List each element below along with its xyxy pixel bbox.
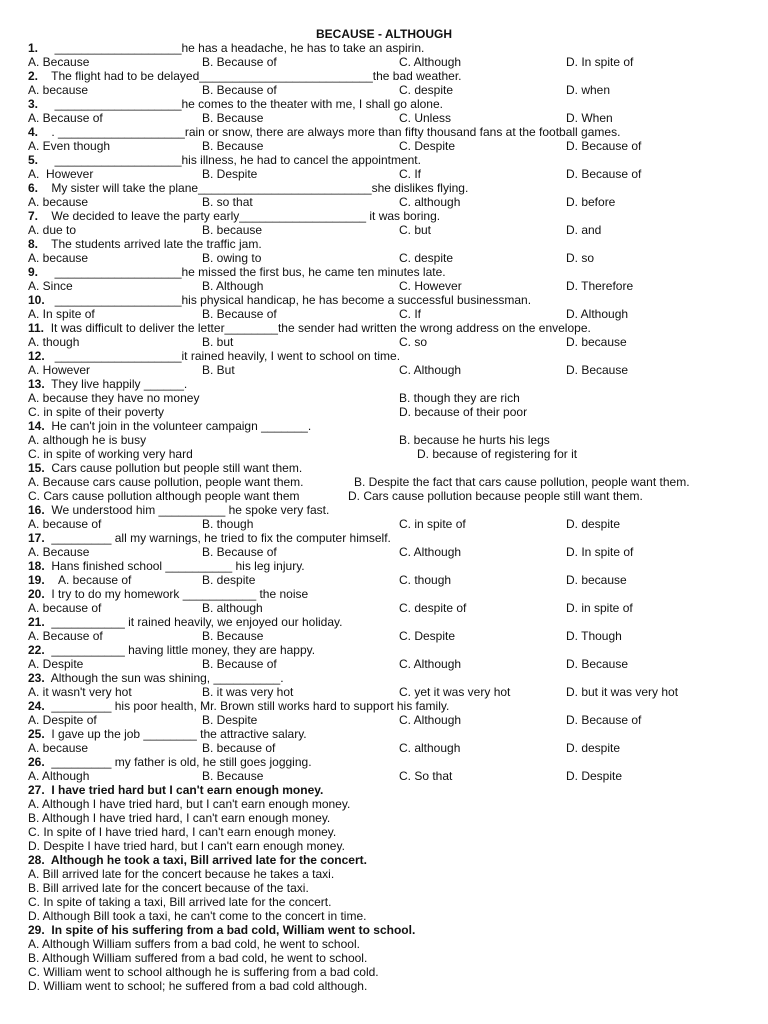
answer-option[interactable]: C. although xyxy=(399,741,461,755)
answer-options-row xyxy=(28,629,768,643)
answer-option[interactable]: D. Cars cause pollution because people still want them. xyxy=(348,489,643,503)
question-number: 10. xyxy=(28,293,45,307)
answer-option[interactable]: A. Although xyxy=(28,769,90,783)
question-15 xyxy=(28,461,768,503)
question-line xyxy=(28,349,768,363)
answer-option[interactable]: C. In spite of taking a taxi, Bill arrived late for the concert. xyxy=(28,895,332,909)
question-number: 28. xyxy=(28,853,45,867)
question-number: 5. xyxy=(28,153,39,167)
answer-option[interactable]: A. Because xyxy=(28,55,90,69)
question-text: It was difficult to deliver the letter________the sender had written the wrong address on the envelope. xyxy=(44,321,591,335)
answer-options-row xyxy=(28,335,768,349)
answer-option[interactable]: D. Though xyxy=(566,629,622,643)
page-title: BECAUSE - ALTHOUGH xyxy=(316,27,452,41)
answer-option[interactable]: C. but xyxy=(399,223,432,237)
question-line xyxy=(28,531,768,545)
answer-option[interactable]: A. although he is busy xyxy=(28,433,147,447)
question-number: 9. xyxy=(28,265,39,279)
answer-options-row xyxy=(28,741,768,755)
question-text: I have tried hard but I can't earn enough money. xyxy=(44,783,324,797)
answer-option[interactable]: C. Despite xyxy=(399,139,456,153)
answer-options-row xyxy=(28,83,768,97)
answer-option[interactable]: B. Because of xyxy=(202,307,277,321)
question-number: 17. xyxy=(28,531,45,545)
answer-option[interactable]: D. because of their poor xyxy=(399,405,528,419)
answer-option[interactable]: A. because of xyxy=(28,517,102,531)
answer-option[interactable]: D. despite xyxy=(566,517,621,531)
question-number: 23. xyxy=(28,671,45,685)
answer-option[interactable]: B. Because xyxy=(202,629,264,643)
answer-option[interactable]: A. Despite xyxy=(28,657,84,671)
answer-option[interactable]: D. Because xyxy=(566,657,629,671)
answer-options-row xyxy=(28,657,768,671)
question-text: _________ his poor health, Mr. Brown still works hard to support his family. xyxy=(44,699,450,713)
answer-option[interactable]: D. Despite I have tried hard, but I can't earn enough money. xyxy=(28,839,345,853)
question-text: ___________________his physical handicap, he has become a successful businessman. xyxy=(44,293,532,307)
answer-option[interactable]: A. because xyxy=(28,83,89,97)
question-number: 19. xyxy=(28,573,45,587)
question-number: 15. xyxy=(28,461,45,475)
answer-options-row xyxy=(28,545,768,559)
question-number: 21. xyxy=(28,615,45,629)
answer-option[interactable]: B. Although xyxy=(202,279,264,293)
questions-27-29 xyxy=(28,783,768,993)
question-text: We decided to leave the party early___________________ it was boring. xyxy=(38,209,441,223)
answer-option[interactable]: C. So that xyxy=(399,769,453,783)
answer-options-row xyxy=(28,139,768,153)
answer-option[interactable]: C. yet it was very hot xyxy=(399,685,511,699)
answer-option[interactable]: C. in spite of xyxy=(399,517,466,531)
answer-options-row xyxy=(28,251,768,265)
question-number: 20. xyxy=(28,587,45,601)
answer-options-row xyxy=(28,601,768,615)
answer-option[interactable]: D. Because of xyxy=(566,713,642,727)
answer-option[interactable]: C. despite of xyxy=(399,601,467,615)
question-line xyxy=(28,853,768,867)
answer-option[interactable]: A. Although I have tried hard, but I can't earn enough money. xyxy=(28,797,351,811)
answer-option[interactable]: B. it was very hot xyxy=(202,685,294,699)
question-number: 8. xyxy=(28,237,39,251)
question-text: Cars cause pollution but people still want them. xyxy=(44,461,303,475)
answer-option[interactable]: A. Bill arrived late for the concert because he takes a taxi. xyxy=(28,867,335,881)
answer-option[interactable]: D. because xyxy=(566,573,627,587)
answer-option[interactable]: A. it wasn't very hot xyxy=(28,685,132,699)
question-line xyxy=(28,321,768,335)
answer-option[interactable]: B. Because of xyxy=(202,55,277,69)
answer-option[interactable]: C. Cars cause pollution although people want them xyxy=(28,489,300,503)
question-line xyxy=(28,419,768,433)
question-number: 26. xyxy=(28,755,45,769)
answer-options-row xyxy=(28,167,768,181)
question-line xyxy=(28,209,768,223)
answer-option[interactable]: D. when xyxy=(566,83,611,97)
question-text: The students arrived late the traffic jam. xyxy=(38,237,262,251)
question-line xyxy=(28,699,768,713)
answer-option[interactable]: D. Although Bill took a taxi, he can't come to the concert in time. xyxy=(28,909,367,923)
question-line xyxy=(28,615,768,629)
question-text: My sister will take the plane__________________________she dislikes flying. xyxy=(38,181,469,195)
answer-option[interactable]: C. despite xyxy=(399,251,454,265)
answer-option[interactable]: A. Since xyxy=(28,279,73,293)
question-number: 1. xyxy=(28,41,39,55)
answer-options-row xyxy=(28,475,768,489)
question-line xyxy=(28,237,768,251)
answer-option[interactable]: B. Because xyxy=(202,111,264,125)
answer-option[interactable]: B. Because xyxy=(202,139,264,153)
question-text: Although the sun was shining, __________. xyxy=(44,671,284,685)
answer-option[interactable]: D. Although xyxy=(566,307,629,321)
answer-option[interactable]: D. In spite of xyxy=(566,55,634,69)
question-number: 27. xyxy=(28,783,45,797)
questions-1-12 xyxy=(28,41,768,377)
question-line xyxy=(28,377,768,391)
question-text: _________ my father is old, he still goes jogging. xyxy=(44,755,312,769)
answer-options-row xyxy=(28,447,768,461)
answer-option[interactable]: D. and xyxy=(566,223,602,237)
question-line xyxy=(28,293,768,307)
answer-option[interactable]: B. though xyxy=(202,517,254,531)
answer-option[interactable]: A. due to xyxy=(28,223,77,237)
answer-options-row xyxy=(28,405,768,419)
answer-options-row xyxy=(28,195,768,209)
answer-option[interactable]: D. In spite of xyxy=(566,545,634,559)
question-line xyxy=(28,97,768,111)
question-number: 7. xyxy=(28,209,39,223)
answer-option[interactable]: C. although xyxy=(399,195,461,209)
answer-options-row xyxy=(28,111,768,125)
answer-option[interactable]: D. Despite xyxy=(566,769,623,783)
answer-option[interactable]: C. William went to school although he is suffering from a bad cold. xyxy=(28,965,379,979)
question-text: _________ all my warnings, he tried to fix the computer himself. xyxy=(44,531,391,545)
answer-option[interactable]: C. in spite of their poverty xyxy=(28,405,165,419)
question-text: Hans finished school __________ his leg injury. xyxy=(44,559,305,573)
answer-option[interactable]: B. But xyxy=(202,363,235,377)
question-text: ___________________it rained heavily, I went to school on time. xyxy=(44,349,401,363)
question-number: 24. xyxy=(28,699,45,713)
question-text: Although he took a taxi, Bill arrived late for the concert. xyxy=(44,853,367,867)
answer-options-row xyxy=(28,279,768,293)
question-line xyxy=(28,181,768,195)
question-text: ___________________he has a headache, he has to take an aspirin. xyxy=(38,41,425,55)
answer-option[interactable]: C. Although xyxy=(399,55,462,69)
question-number: 6. xyxy=(28,181,39,195)
answer-option[interactable]: D. William went to school; he suffered from a bad cold although. xyxy=(28,979,368,993)
answer-option[interactable]: B. Despite the fact that cars cause pollution, people want them. xyxy=(354,475,690,489)
answer-option[interactable]: C. though xyxy=(399,573,452,587)
answer-options-row xyxy=(28,517,768,531)
answer-option[interactable]: B. Although William suffered from a bad cold, he went to school. xyxy=(28,951,368,965)
question-line xyxy=(28,587,768,601)
question-line xyxy=(28,125,768,139)
answer-option[interactable]: B. although xyxy=(202,601,263,615)
question-text: ___________________his illness, he had to cancel the appointment. xyxy=(38,153,421,167)
answer-option[interactable]: A. Even though xyxy=(28,139,111,153)
answer-option[interactable]: A. Despite of xyxy=(28,713,97,727)
question-line xyxy=(28,153,768,167)
answer-options-row xyxy=(28,489,768,503)
answer-option[interactable]: C. Unless xyxy=(399,111,452,125)
answer-option[interactable]: B. though they are rich xyxy=(399,391,520,405)
question-text: I gave up the job ________ the attractive salary. xyxy=(44,727,307,741)
answer-option[interactable]: C. In spite of I have tried hard, I can't earn enough money. xyxy=(28,825,337,839)
answer-option[interactable]: C. If xyxy=(399,307,422,321)
answer-options-row xyxy=(28,573,768,587)
answer-option[interactable]: A. Because of xyxy=(28,111,103,125)
answer-option[interactable]: D. Therefore xyxy=(566,279,634,293)
answer-option[interactable]: A. In spite of xyxy=(28,307,95,321)
question-line xyxy=(28,41,768,55)
answer-option[interactable]: B. despite xyxy=(202,573,256,587)
answer-option[interactable]: C. despite xyxy=(399,83,454,97)
answer-option[interactable]: A. because of xyxy=(58,573,132,587)
question-number: 12. xyxy=(28,349,45,363)
answer-option[interactable]: A. Although William suffers from a bad cold, he went to school. xyxy=(28,937,360,951)
answer-option[interactable]: A. because of xyxy=(28,601,102,615)
question-text: In spite of his suffering from a bad cold, William went to school. xyxy=(44,923,416,937)
answer-option[interactable]: A. though xyxy=(28,335,80,349)
answer-option[interactable]: C. Although xyxy=(399,363,462,377)
question-number: 13. xyxy=(28,377,45,391)
question-text: They live happily ______. xyxy=(44,377,188,391)
question-number: 18. xyxy=(28,559,45,573)
answer-option[interactable]: B. Because of xyxy=(202,83,277,97)
answer-option[interactable]: A. because they have no money xyxy=(28,391,200,405)
answer-option[interactable]: D. Because of xyxy=(566,139,642,153)
answer-option[interactable]: A. Because xyxy=(28,545,90,559)
answer-option[interactable]: D. Because of xyxy=(566,167,642,181)
question-number: 11. xyxy=(28,321,45,335)
answer-option[interactable]: D. Because xyxy=(566,363,629,377)
answer-option[interactable]: A. However xyxy=(28,363,91,377)
answer-option[interactable]: B. Although I have tried hard, I can't earn enough money. xyxy=(28,811,331,825)
questions-16-26 xyxy=(28,503,768,783)
answer-option[interactable]: B. owing to xyxy=(202,251,262,265)
question-text: ___________________he comes to the theater with me, I shall go alone. xyxy=(38,97,443,111)
answer-option[interactable]: C. Although xyxy=(399,545,462,559)
answer-option[interactable]: A. because xyxy=(28,251,89,265)
question-text: I try to do my homework ___________ the noise xyxy=(44,587,309,601)
answer-option[interactable]: C. If xyxy=(399,167,422,181)
question-line xyxy=(28,461,768,475)
question-text: ___________ it rained heavily, we enjoyed our holiday. xyxy=(44,615,343,629)
question-number: 25. xyxy=(28,727,45,741)
answer-option[interactable]: A. Because of xyxy=(28,629,103,643)
question-line xyxy=(28,755,768,769)
question-14 xyxy=(28,419,768,461)
question-text: The flight had to be delayed__________________________the bad weather. xyxy=(38,69,462,83)
answer-option[interactable]: D. When xyxy=(566,111,613,125)
answer-option[interactable]: B. so that xyxy=(202,195,253,209)
answer-options-row xyxy=(28,55,768,69)
answer-options-row xyxy=(28,363,768,377)
question-text: . ___________________rain or snow, there are always more than fifty thousand fans at the football games. xyxy=(38,125,621,139)
answer-option[interactable]: C. so xyxy=(399,335,428,349)
question-line xyxy=(28,69,768,83)
answer-option[interactable]: D. before xyxy=(566,195,616,209)
answer-option[interactable]: B. because of xyxy=(202,741,276,755)
answer-option[interactable]: B. Despite xyxy=(202,713,258,727)
question-number: 2. xyxy=(28,69,39,83)
question-line xyxy=(28,265,768,279)
question-text: We understood him __________ he spoke very fast. xyxy=(44,503,330,517)
answer-option[interactable]: C. Despite xyxy=(399,629,456,643)
question-number: 14. xyxy=(28,419,45,433)
question-line xyxy=(28,559,768,573)
question-line xyxy=(28,643,768,657)
answer-option[interactable]: B. because xyxy=(202,223,263,237)
question-number: 4. xyxy=(28,125,39,139)
answer-option[interactable]: C. in spite of working very hard xyxy=(28,447,193,461)
question-line xyxy=(28,671,768,685)
question-text: He can't join in the volunteer campaign _______. xyxy=(44,419,312,433)
answer-option[interactable]: B. because he hurts his legs xyxy=(399,433,550,447)
question-number: 29. xyxy=(28,923,45,937)
answer-option[interactable]: D. in spite of xyxy=(566,601,633,615)
answer-option[interactable]: D. despite xyxy=(566,741,621,755)
answer-option[interactable]: B. Despite xyxy=(202,167,258,181)
answer-option[interactable]: A. Because cars cause pollution, people want them. xyxy=(28,475,304,489)
answer-options-row xyxy=(28,685,768,699)
answer-options-row xyxy=(28,769,768,783)
answer-option[interactable]: D. because xyxy=(566,335,627,349)
answer-option[interactable]: D. so xyxy=(566,251,595,265)
answer-option[interactable]: C. Although xyxy=(399,713,462,727)
answer-option[interactable]: B. Bill arrived late for the concert because of the taxi. xyxy=(28,881,309,895)
answer-options-row xyxy=(28,433,768,447)
question-text: ___________________he missed the first bus, he came ten minutes late. xyxy=(38,265,446,279)
answer-option[interactable]: A. because xyxy=(28,195,89,209)
question-13 xyxy=(28,377,768,419)
answer-option[interactable]: B. but xyxy=(202,335,234,349)
question-number: 3. xyxy=(28,97,39,111)
answer-options-row xyxy=(28,307,768,321)
answer-option[interactable]: B. Because of xyxy=(202,657,277,671)
answer-option[interactable]: B. Because xyxy=(202,769,264,783)
answer-options-row xyxy=(28,391,768,405)
answer-option[interactable]: D. because of registering for it xyxy=(417,447,578,461)
question-line xyxy=(28,923,768,937)
question-text: ___________ having little money, they are happy. xyxy=(44,643,316,657)
answer-option[interactable]: A. because xyxy=(28,741,89,755)
question-line xyxy=(28,727,768,741)
question-number: 16. xyxy=(28,503,45,517)
answer-option[interactable]: C. However xyxy=(399,279,462,293)
question-line xyxy=(28,783,768,797)
answer-option[interactable]: B. Because of xyxy=(202,545,277,559)
question-line xyxy=(28,503,768,517)
answer-options-row xyxy=(28,223,768,237)
answer-option[interactable]: D. but it was very hot xyxy=(566,685,679,699)
answer-options-row xyxy=(28,713,768,727)
answer-option[interactable]: C. Although xyxy=(399,657,462,671)
answer-option[interactable]: A. However xyxy=(28,167,94,181)
question-number: 22. xyxy=(28,643,45,657)
